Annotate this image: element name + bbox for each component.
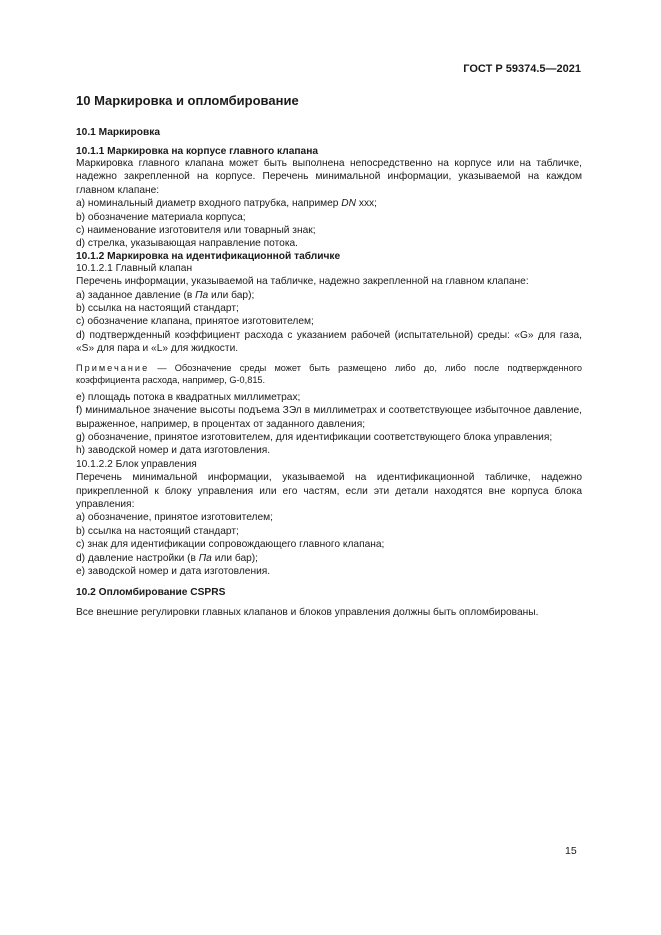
document-header: ГОСТ Р 59374.5—2021 [463, 63, 581, 75]
list-item: d) подтвержденный коэффициент расхода с указанием рабочей (испытательной) среды: «G» для газа, «S» для пара и «L» для жидкости. [76, 329, 582, 355]
subsection-text: Все внешние регулировки главных клапанов и блоков управления должны быть опломбированы. [76, 607, 539, 619]
subsection-title: 10.2 Опломбирование CSPRS [76, 587, 226, 599]
list-item: а) заданное давление (в Па или бар); [76, 289, 255, 301]
list-item: а) номинальный диаметр входного патрубка, например DN ххх; [76, 198, 377, 210]
note-label: Примечание [76, 362, 150, 373]
subclause-intro: Перечень минимальной информации, указываемой на идентификационной табличке, надежно прикрепленной к блоку управления или его частям, если эти детали находятся вне корпуса блока управления: [76, 472, 582, 510]
list-item: h) заводской номер и дата изготовления. [76, 445, 271, 457]
section-title: 10 Маркировка и опломбирование [76, 93, 299, 108]
list-item: d) давление настройки (в Па или бар); [76, 552, 259, 564]
subclause-title: 10.1.2.1 Главный клапан [76, 262, 193, 274]
subclause-intro: Перечень информации, указываемой на табличке, надежно закрепленной на главном клапане: [76, 276, 529, 288]
list-item: с) знак для идентификации сопровождающего главного клапана; [76, 539, 385, 551]
clause-10-1-1 [76, 146, 582, 620]
list-item: а) обозначение, принятое изготовителем; [76, 512, 273, 524]
clause-intro: Маркировка главного клапана может быть выполнена непосредственно на корпусе или на табличке, надежно закрепленной на корпусе. Перечень минимальной информации, указываемой на каждом главном клапане: [76, 158, 582, 196]
list-item: b) ссылка на настоящий стандарт; [76, 303, 239, 315]
note [76, 362, 582, 386]
subsection-title: 10.1 Маркировка [76, 127, 160, 138]
clause-title: 10.1.1 Маркировка на корпусе главного клапана [76, 146, 319, 157]
list-item: d) стрелка, указывающая направление потока. [76, 238, 299, 250]
list-item: f) минимальное значение высоты подъема ЗЭл в миллиметрах и соответствующее избыточное давление, выраженное, например, в процентах от заданного давления; [76, 405, 582, 430]
list-item: е) площадь потока в квадратных миллиметрах; [76, 391, 301, 403]
note-text: — Обозначение среды может быть размещено либо до, либо после подтвержденного коэффициента расхода, например, G-0,815. [76, 362, 582, 385]
list-item: с) наименование изготовителя или товарный знак; [76, 225, 316, 237]
list-item: е) заводской номер и дата изготовления. [76, 565, 271, 577]
list-item: b) ссылка на настоящий стандарт; [76, 525, 239, 537]
clause-title: 10.1.2 Маркировка на идентификационной табличке [76, 250, 341, 262]
list-item: с) обозначение клапана, принятое изготовителем; [76, 316, 314, 328]
page-number: 15 [565, 845, 577, 857]
subsection-10-1 [76, 127, 582, 138]
list-item: g) обозначение, принятое изготовителем, для идентификации соответствующего блока управления; [76, 431, 553, 443]
subclause-title: 10.1.2.2 Блок управления [76, 458, 197, 470]
list-item: b) обозначение материала корпуса; [76, 211, 246, 223]
